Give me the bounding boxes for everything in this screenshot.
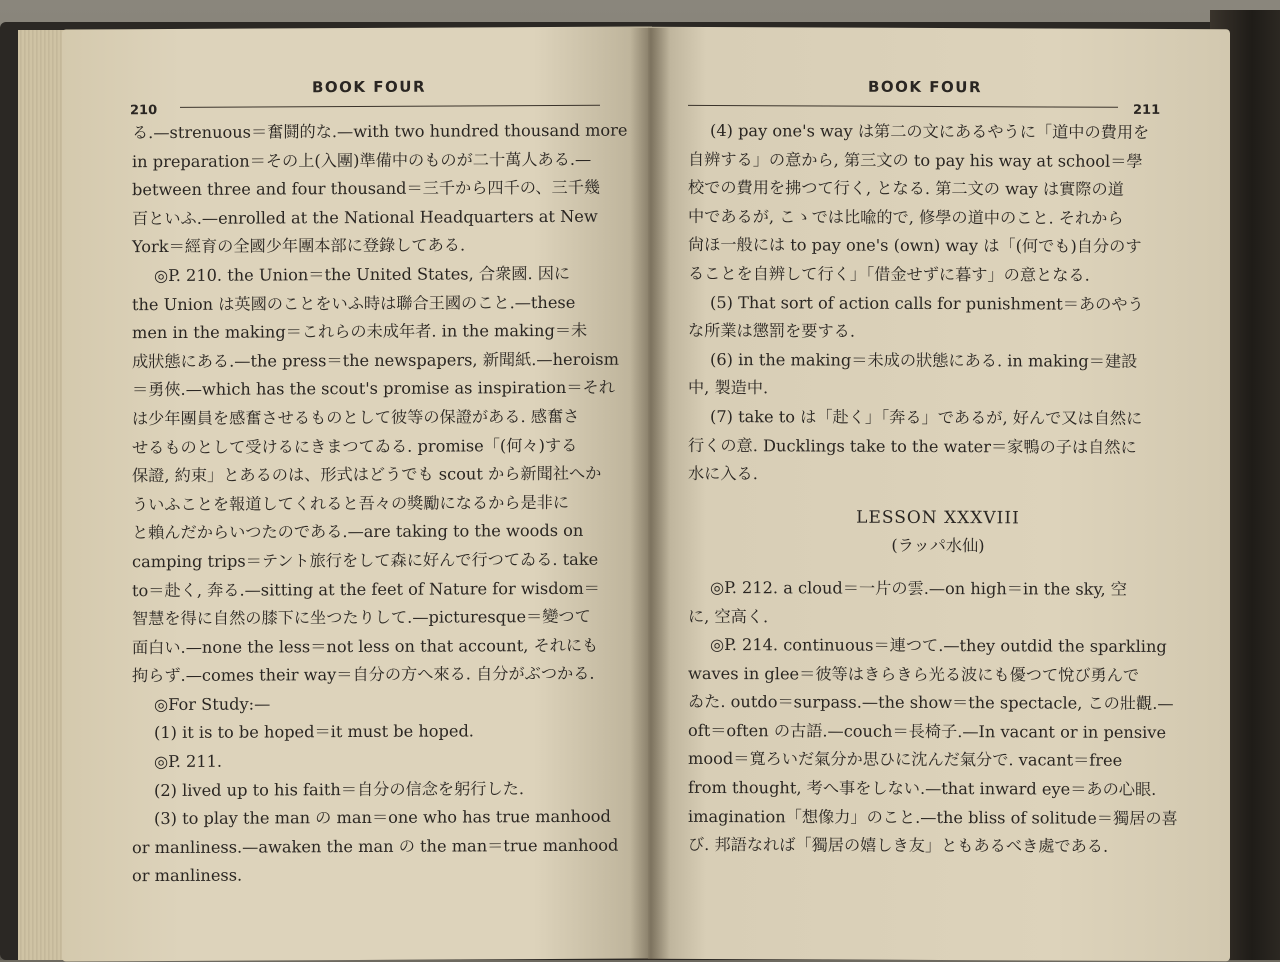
book-gutter-shadow [630, 28, 670, 960]
right-page [648, 27, 1230, 962]
text-line: 校での費用を拂つて行く, となる. 第二文の way は實際の道 [688, 178, 1124, 199]
text-line: ういふことを報道してくれると吾々の獎勵になるから是非に [132, 492, 570, 514]
text-line: ◎P. 212. a cloud＝一片の雲.—on high＝in the sky, 空 [710, 577, 1127, 599]
text-line: mood＝寬ろいだ氣分か思ひに沈んだ氣分で. vacant＝free [688, 749, 1123, 771]
lesson-title: LESSON XXXVIII [856, 507, 1020, 529]
text-line: ◎P. 210. the Union＝the United States, 合衆國. 因に [154, 263, 571, 286]
text-line: (2) lived up to his faith＝自分の信念を躬行した. [154, 778, 525, 800]
text-line: (5) That sort of action calls for punishment＝あのやう [710, 292, 1144, 314]
text-line: な所業は懲罰を要する. [688, 321, 856, 341]
text-line: the Union は英國のことをいふ時は聯合王國のこと.—these [132, 292, 576, 314]
right-running-head: BOOK FOUR [868, 77, 983, 97]
text-line: ることを自辨して行く」「借金せずに暮す」の意となる. [688, 263, 1090, 285]
text-line: 智慧を得に自然の膝下に坐つたりして.—picturesque＝變つて [132, 606, 591, 629]
text-line: 中, 製造中. [688, 378, 769, 398]
text-line: ◎For Study:— [154, 694, 271, 714]
text-line: 百といふ.—enrolled at the National Headquarters at New [132, 206, 598, 228]
text-line: ＝勇俠.—which has the scout's promise as inspiration＝それ [132, 377, 615, 400]
text-line: imagination「想像力」のこと.—the bliss of solitude＝獨居の喜 [688, 806, 1178, 828]
text-line: ◎P. 211. [154, 751, 223, 772]
text-line: 面白い.—none the less＝not less on that account, それにも [132, 635, 599, 657]
right-lines-after-lesson [688, 574, 1188, 862]
text-line: 保證, 約束」とあるのは、形式はどうでも scout から新聞社へか [132, 463, 602, 486]
text-line: (4) pay one's way は第二の文にあるやうに「道中の費用を [710, 121, 1150, 142]
text-line: or manliness. [132, 866, 243, 886]
right-header-rule [688, 105, 1118, 108]
left-page [62, 26, 652, 961]
text-line: る.—strenuous＝奮鬪的な.—with two hundred thousand more [132, 120, 628, 143]
text-line: (6) in the making＝未成の狀態にある. in making＝建設 [710, 349, 1138, 371]
text-line: 行くの意. Ducklings take to the water＝家鴨の子は自然に [688, 435, 1137, 457]
text-line: と賴んだからいつたのである.—are taking to the woods on [132, 521, 584, 543]
text-line: (7) take to は「赴く」「奔る」であるが, 好んで又は自然に [710, 406, 1143, 428]
right-lines-before-lesson [688, 117, 1188, 491]
text-line: 自辨する」の意から, 第三文の to pay his way at school＝學 [688, 149, 1143, 171]
text-line: waves in glee＝彼等はきらきら光る波にも優つて悅び勇んで [688, 663, 1140, 685]
text-line: ◎P. 214. continuous＝連つて.—they outdid the sparkling [710, 635, 1167, 657]
right-page-number: 211 [1133, 102, 1161, 118]
right-text-block [688, 117, 1188, 862]
lesson-subtitle: (ラッパ水仙) [891, 536, 985, 556]
text-line: between three and four thousand＝三千から四千の、三千幾 [132, 177, 601, 200]
text-line: に, 空高く. [688, 606, 769, 626]
text-line: (3) to play the man の man＝one who has true manhood [154, 806, 611, 829]
left-running-head: BOOK FOUR [312, 77, 427, 97]
text-line: men in the making＝これらの未成年者. in the making＝未 [132, 320, 588, 343]
text-line: from thought, 考へ事をしない.—that inward eye＝あの心眼. [688, 777, 1157, 800]
text-line: (1) it is to be hoped＝it must be hoped. [154, 721, 474, 743]
text-line: oft＝often の古語.—couch＝長椅子.—In vacant or in pensive [688, 720, 1167, 742]
text-line: 成狀態にある.—the press＝the newspapers, 新聞紙.—heroism [132, 349, 619, 371]
text-line: せるものとして受けるにきまつてゐる. promise「(何々)する [132, 435, 578, 457]
text-line: び. 邦語なれば「獨居の嬉しき友」ともあるべき處である. [688, 835, 1109, 856]
left-text-block [132, 117, 632, 892]
text-line: in preparation＝その上(入團)準備中のものが二十萬人ある.— [132, 149, 592, 171]
text-line: York＝經育の全國少年團本部に登錄してある. [132, 235, 466, 257]
text-line: or manliness.—awaken the man の the man＝true manhood [132, 835, 619, 858]
left-header-rule [180, 105, 600, 108]
text-line: ゐた. outdo＝surpass.—the show＝the spectacle, この壯觀.— [688, 692, 1174, 714]
text-line: 拘らず.—comes their way＝自分の方へ來る. 自分がぶつかる. [132, 664, 595, 686]
left-page-number: 210 [130, 103, 158, 119]
text-line: camping trips＝テント旅行をして森に好んで行つてゐる. take [132, 549, 599, 572]
text-line: は少年團員を感奮させるものとして彼等の保證がある. 感奮さ [132, 406, 580, 429]
text-line: 水に入る. [688, 464, 758, 484]
text-line: 尙ほ一般には to pay one's (own) way は「(何でも)自分のす [688, 235, 1142, 257]
text-line: to＝赴く, 奔る.—sitting at the feet of Nature for wisdom＝ [132, 578, 600, 600]
text-line: 中であるが, こゝでは比喩的で, 修學の道中のこと. それから [688, 206, 1124, 228]
